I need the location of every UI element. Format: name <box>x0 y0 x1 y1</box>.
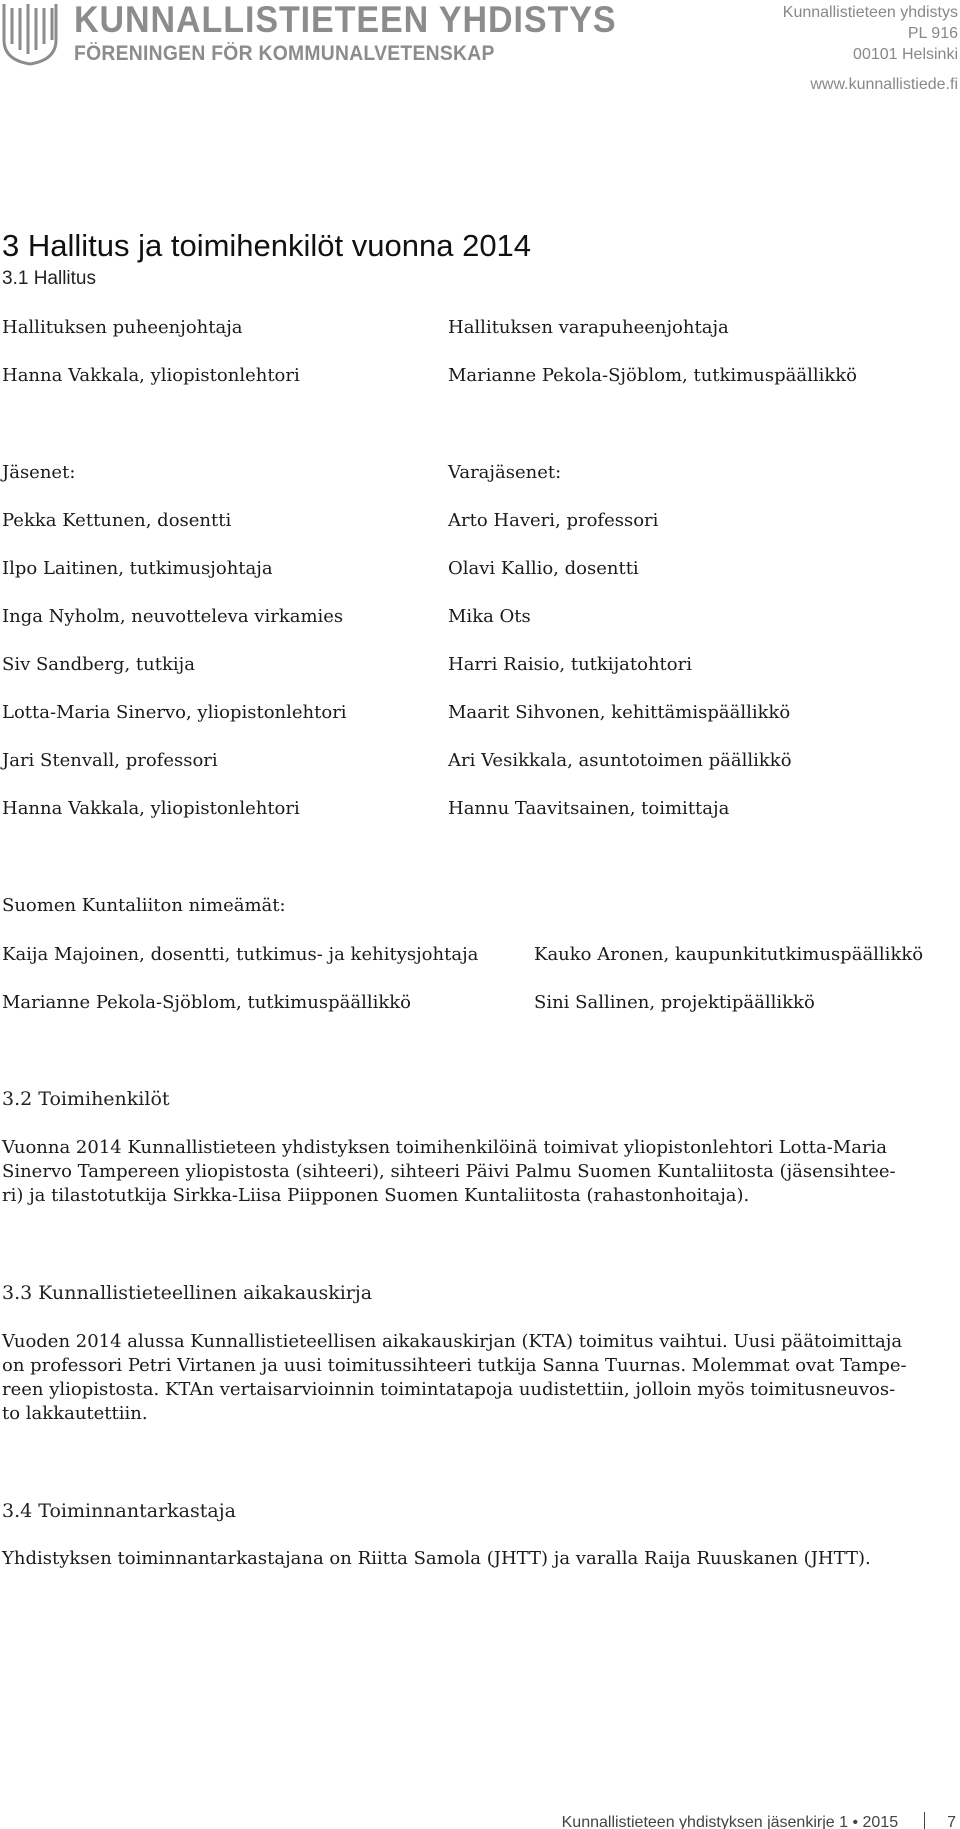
kuntaliitto-label: Suomen Kuntaliiton nimeämät: <box>2 895 286 916</box>
member-item: Ilpo Laitinen, tutkimusjohtaja <box>2 558 273 579</box>
chair-name: Hanna Vakkala, yliopistonlehtori <box>2 365 300 386</box>
paragraph-line: Yhdistyksen toiminnantarkastajana on Riitta Samola (JHTT) ja varalla Raija Ruuskanen (JHTT). <box>2 1548 871 1569</box>
page-number: 7 <box>947 1814 956 1829</box>
paragraph-line: on professori Petri Virtanen ja uusi toimitussihteeri tutkija Sanna Tuurnas. Molemmat ovat Tampe- <box>2 1355 907 1376</box>
kuntaliitto-member: Kaija Majoinen, dosentti, tutkimus- ja kehitysjohtaja <box>2 944 479 965</box>
deputy-item: Olavi Kallio, dosentti <box>448 558 639 579</box>
paragraph-line: Vuonna 2014 Kunnallistieteen yhdistyksen toimihenkilöinä toimivat yliopistonlehtori Lotta-Maria <box>2 1137 888 1158</box>
website-link[interactable]: www.kunnallistiede.fi <box>810 76 958 93</box>
publication-name: Kunnallistieteen yhdistyksen jäsenkirje 1 • 2015 <box>561 1814 899 1829</box>
member-item: Lotta-Maria Sinervo, yliopistonlehtori <box>2 702 347 723</box>
member-item: Siv Sandberg, tutkija <box>2 654 195 675</box>
page-title: 3 Hallitus ja toimihenkilöt vuonna 2014 <box>2 228 532 263</box>
chair-label: Hallituksen puheenjohtaja <box>2 317 243 338</box>
kuntaliitto-deputy: Sini Sallinen, projektipäällikkö <box>534 992 815 1013</box>
deputy-item: Hannu Taavitsainen, toimittaja <box>448 798 730 819</box>
paragraph-line: Sinervo Tampereen yliopistosta (sihteeri), sihteeri Päivi Palmu Suomen Kuntaliitosta (jäsensihtee- <box>2 1161 896 1182</box>
deputies-label: Varajäsenet: <box>448 462 562 483</box>
kuntaliitto-deputy: Kauko Aronen, kaupunkitutkimuspäällikkö <box>534 944 924 965</box>
section-heading-journal: 3.3 Kunnallistieteellinen aikakauskirja <box>2 1282 373 1304</box>
deputy-item: Maarit Sihvonen, kehittämispäällikkö <box>448 702 791 723</box>
address-line: PL 916 <box>907 25 958 42</box>
paragraph-line: reen yliopistosta. KTAn vertaisarvioinnin toimintatapoja uudistettiin, jolloin myös toimitusneuvos- <box>2 1379 896 1400</box>
organization-name: KUNNALLISTIETEEN YHDISTYS <box>74 0 617 40</box>
deputy-item: Ari Vesikkala, asuntotoimen päällikkö <box>448 750 792 771</box>
member-item: Hanna Vakkala, yliopistonlehtori <box>2 798 300 819</box>
paragraph-line: Vuoden 2014 alussa Kunnallistieteellisen aikakauskirjan (KTA) toimitus vaihtui. Uusi päätoimittaja <box>2 1331 903 1352</box>
kuntaliitto-member: Marianne Pekola-Sjöblom, tutkimuspäällikkö <box>2 992 411 1013</box>
wheat-emblem-icon <box>0 0 60 66</box>
paragraph-line: to lakkautettiin. <box>2 1403 148 1424</box>
postal-address <box>783 2 958 65</box>
paragraph-line: ri) ja tilastotutkija Sirkka-Liisa Piipponen Suomen Kuntaliitosta (rahastonhoitaja). <box>2 1185 750 1206</box>
deputy-item: Harri Raisio, tutkijatohtori <box>448 654 692 675</box>
member-item: Inga Nyholm, neuvotteleva virkamies <box>2 606 344 627</box>
address-line: 00101 Helsinki <box>853 46 958 63</box>
vice-chair-name: Marianne Pekola-Sjöblom, tutkimuspäällikkö <box>448 365 857 386</box>
footer-divider <box>924 1812 925 1829</box>
vice-chair-label: Hallituksen varapuheenjohtaja <box>448 317 729 338</box>
section-heading-auditor: 3.4 Toiminnantarkastaja <box>2 1500 236 1522</box>
section-heading-officers: 3.2 Toimihenkilöt <box>2 1088 170 1110</box>
member-item: Pekka Kettunen, dosentti <box>2 510 232 531</box>
deputy-item: Mika Ots <box>448 606 531 627</box>
member-item: Jari Stenvall, professori <box>2 750 218 771</box>
section-heading-board: 3.1 Hallitus <box>2 268 96 289</box>
address-line: Kunnallistieteen yhdistys <box>782 4 958 21</box>
organization-name-swedish: FÖRENINGEN FÖR KOMMUNALVETENSKAP <box>74 42 495 65</box>
page-footer <box>562 1812 956 1829</box>
deputy-item: Arto Haveri, professori <box>448 510 659 531</box>
members-label: Jäsenet: <box>2 462 76 483</box>
